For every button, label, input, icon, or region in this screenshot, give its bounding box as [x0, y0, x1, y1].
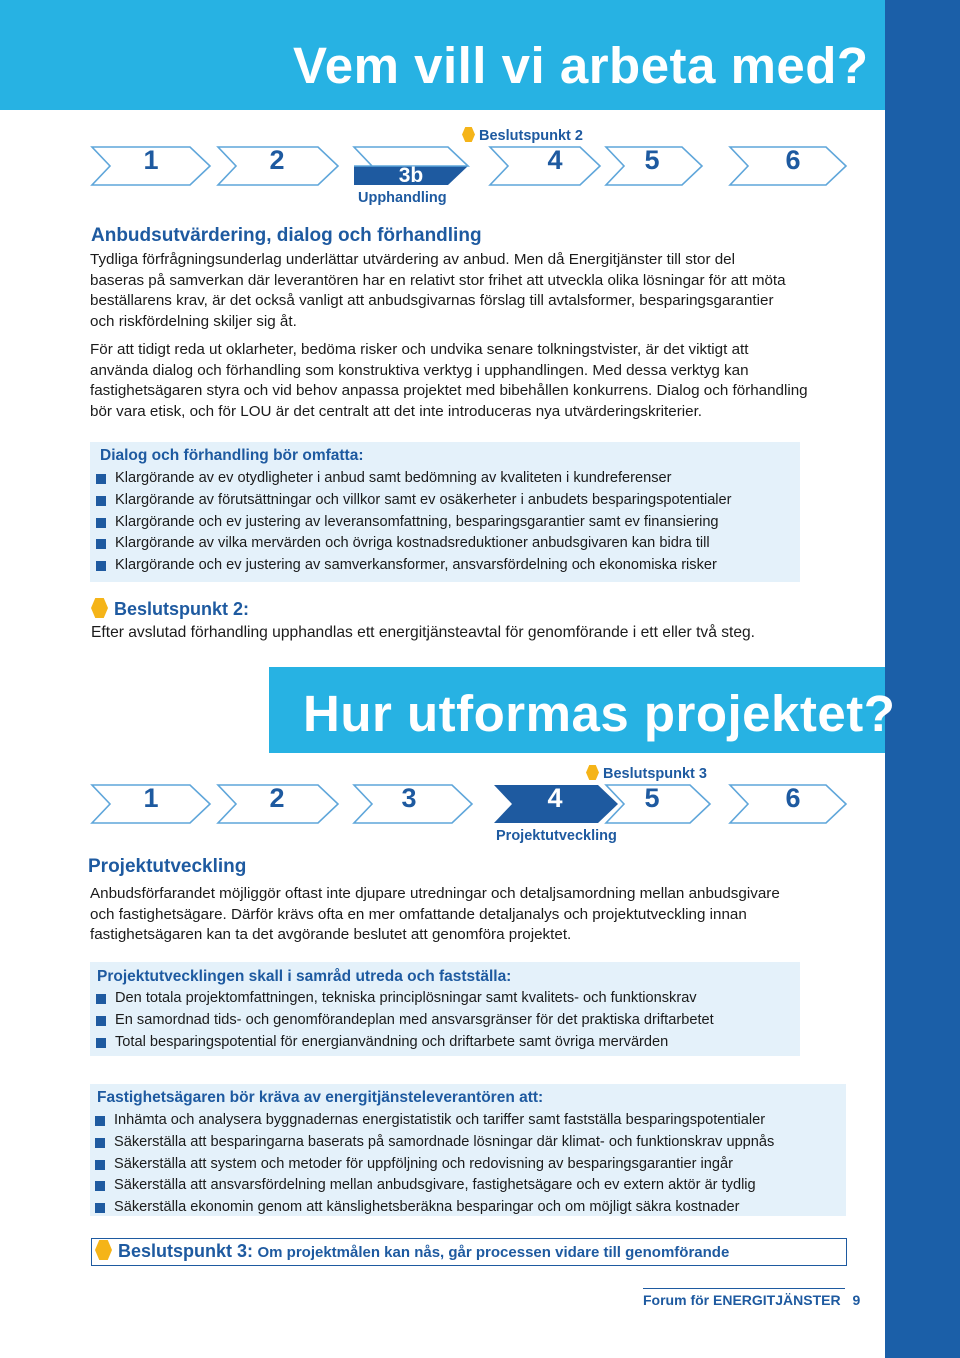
decision-point-3-text: Om projektmålen kan nås, går processen vidare till genomförande [257, 1244, 730, 1261]
list-item: Klargörande av förutsättningar och villkor samt ev osäkerheter i anbudets besparingspotentialer [93, 490, 732, 512]
hexagon-icon [462, 127, 475, 142]
square-bullet-icon [96, 1016, 106, 1026]
list-item: Klargörande och ev justering av samverkansformer, ansvarsfördelning och ekonomiska risker [93, 555, 732, 577]
step-4: 4 [547, 145, 563, 175]
step-6: 6 [785, 783, 801, 813]
list-item: En samordnad tids- och genomförandeplan med ansvarsgränser för det praktiska driftarbetet [93, 1010, 714, 1032]
step-5: 5 [644, 145, 660, 175]
step-4: 4 [547, 783, 563, 813]
decision-point-2-text: Efter avslutad förhandling upphandlas ett energitjänsteavtal för genomförande i ett eller två steg. [91, 624, 756, 641]
project-box-title: Projektutvecklingen skall i samråd utreda och fastställa: [97, 968, 512, 985]
list-item: Den totala projektomfattningen, tekniska principlösningar samt kvalitets- och funktionskrav [93, 988, 714, 1010]
list-item: Total besparingspotential för energianvändning och driftarbete samt övriga mervärden [93, 1032, 714, 1054]
right-edge-bar [885, 0, 960, 1358]
list-item: Klargörande av ev otydligheter i anbud samt bedömning av kvaliteten i kundreferenser [93, 468, 732, 490]
square-bullet-icon [95, 1116, 105, 1126]
intro-paragraph: Tydliga förfrågningsunderlag underlättar utvärdering av anbud. Men då Energitjänster till stor del baseras på samverkan där leverantören har en relativt stor frihet att utveckla olika lösningar för att möta beställarens krav, är det också vanligt att anbudsgivarnas förslag till avtalsformer, besparingsgarantier och riskfördelning skiljer sig åt. [90, 251, 786, 330]
step-1: 1 [143, 145, 159, 175]
list-item: Säkerställa att besparingarna baserats på samordnade lösningar där klimat- och funktionskrav uppnås [92, 1132, 774, 1154]
dialog-box [90, 442, 800, 582]
square-bullet-icon [95, 1203, 105, 1213]
step-2: 2 [269, 783, 285, 813]
square-bullet-icon [96, 518, 106, 528]
hexagon-icon [95, 1240, 112, 1260]
square-bullet-icon [96, 539, 106, 549]
list-item: Inhämta och analysera byggnadernas energistatistik och tariffer samt fastställa besparingspotentialer [92, 1110, 774, 1132]
decision-point-3: Beslutspunkt 3: Om projektmålen kan nås, går processen vidare till genomförande [95, 1240, 729, 1262]
decision-point-label: Beslutspunkt 3 [586, 765, 707, 782]
footer [643, 1292, 860, 1308]
list-item: Klargörande och ev justering av leveransomfattning, besparingsgarantier samt ev finansiering [93, 512, 732, 534]
step-3: 3 [401, 783, 417, 813]
section-heading: Projektutveckling [88, 856, 247, 877]
decision-point-3-box [91, 1238, 847, 1266]
process-steps-1 [90, 128, 850, 206]
square-bullet-icon [95, 1138, 105, 1148]
square-bullet-icon [96, 496, 106, 506]
square-bullet-icon [96, 1038, 106, 1048]
step-2: 2 [269, 145, 285, 175]
project-box [90, 962, 800, 1056]
active-step-label: Upphandling [358, 190, 447, 206]
active-step-label: Projektutveckling [496, 828, 617, 844]
square-bullet-icon [96, 474, 106, 484]
step-1: 1 [143, 783, 159, 813]
page-number: 9 [852, 1292, 861, 1308]
footer-text: Forum för ENERGITJÄNSTER [643, 1292, 841, 1308]
list-item: Säkerställa att ansvarsfördelning mellan anbudsgivare, fastighetsägare och ev extern aktör är tydlig [92, 1175, 774, 1197]
section-heading: Anbudsutvärdering, dialog och förhandling [91, 225, 482, 246]
dialog-paragraph: För att tidigt reda ut oklarheter, bedöma risker och undvika senare tolkningstvister, är det viktigt att använda dialog och förhandling som konstruktiva verktyg i upphandlingen. Med dessa verktyg kan fastighetsägaren styra och vid behov anpassa projektet med bibehållen konkurrens. Dialog och förhandling bör vara etisk, och för LOU är det centralt att det inte introduceras nya utvärderingskriterier. [90, 341, 808, 420]
process-steps-2 [90, 766, 850, 844]
requirements-box-title: Fastighetsägaren bör kräva av energitjänsteleverantören att: [97, 1089, 544, 1106]
step-3b: 3b [398, 164, 424, 187]
project-paragraph: Anbudsförfarandet möjliggör oftast inte djupare utredningar och detaljsamordning mellan anbudsgivare och fastighetsägare. Därför krävs ofta en mer omfattande detaljanalys och projektutveckling innan fastighetsägaren kan ta det avgörande beslutet att genomföra projektet. [90, 885, 780, 943]
requirements-box [90, 1084, 846, 1216]
section-title: Hur utformas projektet? [303, 685, 896, 742]
footer-rule [643, 1288, 845, 1289]
decision-point-label: Beslutspunkt 2 [462, 127, 583, 144]
list-item: Klargörande av vilka mervärden och övriga kostnadsreduktioner anbudsgivaren kan bidra till [93, 533, 732, 555]
hexagon-icon [91, 598, 108, 618]
list-item: Säkerställa ekonomin genom att känslighetsberäkna besparingar och om möjligt säkra kostnader [92, 1197, 774, 1219]
step-6: 6 [785, 145, 801, 175]
list-item: Säkerställa att system och metoder för uppföljning och redovisning av besparingsgarantier ingår [92, 1154, 774, 1176]
decision-point-2-title: Beslutspunkt 2: [91, 598, 249, 620]
square-bullet-icon [96, 561, 106, 571]
square-bullet-icon [96, 994, 106, 1004]
dialog-box-title: Dialog och förhandling bör omfatta: [100, 447, 364, 464]
page-title: Vem vill vi arbeta med? [293, 37, 869, 94]
square-bullet-icon [95, 1160, 105, 1170]
square-bullet-icon [95, 1181, 105, 1191]
step-5: 5 [644, 783, 660, 813]
hexagon-icon [586, 765, 599, 780]
